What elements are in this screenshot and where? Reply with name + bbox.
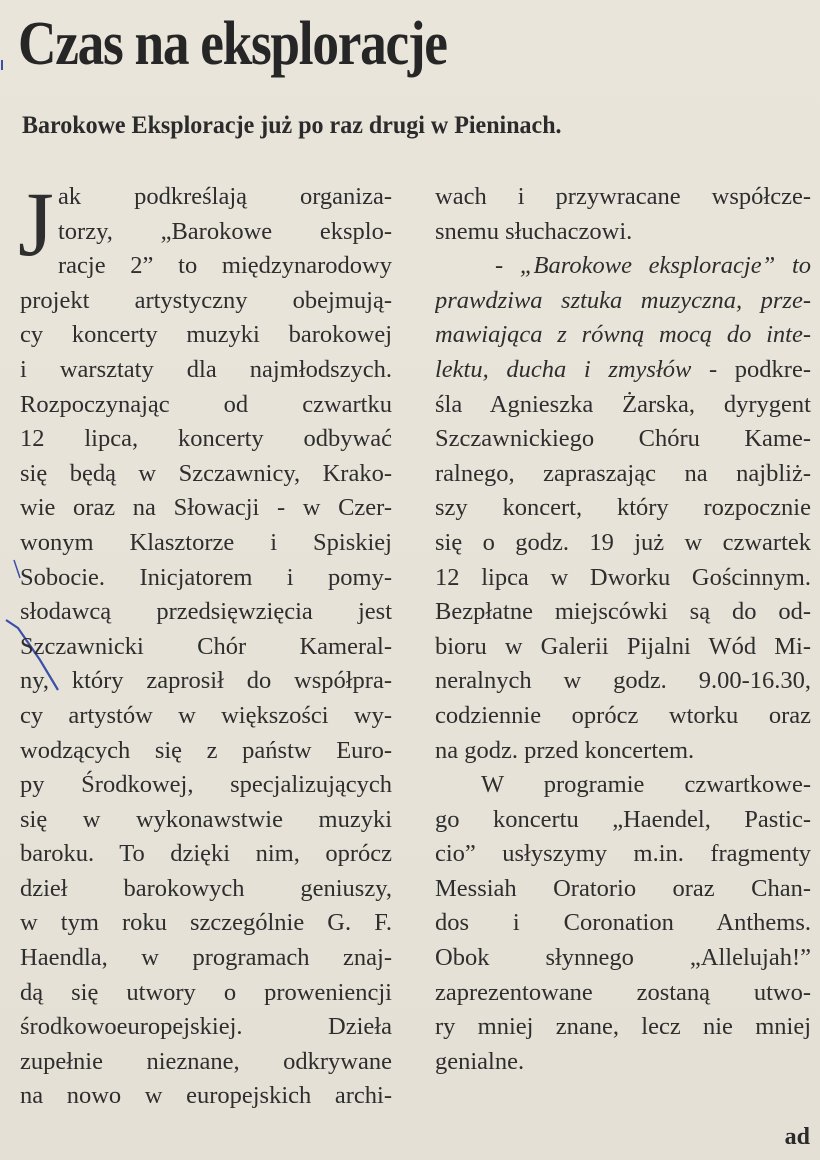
text-line: środkowoeuropejskiej. Dzieła: [20, 1013, 392, 1041]
text-line: 12 lipca w Dworku Gościnnym.: [435, 563, 811, 591]
right-column: [435, 180, 811, 1079]
text-line: go koncertu „Haendel, Pastic-: [435, 805, 811, 833]
text-line: ralnego, zapraszając na najbliż-: [435, 459, 811, 487]
article-headline: Czas na eksploracje: [18, 10, 447, 78]
text-line: zaprezentowane zostaną utwo-: [435, 978, 811, 1006]
text-line: baroku. To dzięki nim, oprócz: [20, 840, 392, 868]
text-line: wach i przywracane współcze-: [435, 183, 811, 210]
text-line: i warsztaty dla najmłodszych.: [20, 355, 392, 383]
text-line: dzieł barokowych geniuszy,: [20, 874, 392, 902]
text-line: wodzących się z państw Euro-: [20, 736, 392, 764]
text-line: zupełnie nieznane, odkrywane: [20, 1047, 392, 1075]
text-fragment: - podkre-: [691, 355, 811, 383]
text-line: Obok słynnego „Allelujah!”: [435, 944, 811, 972]
text-line: się będą w Szczawnicy, Krako-: [20, 459, 392, 487]
text-line: Szczawnickiego Chóru Kame-: [435, 425, 811, 453]
text-line: wie oraz na Słowacji - w Czer-: [20, 494, 392, 522]
text-line: się o godz. 19 już w czwartek: [435, 528, 811, 556]
text-line: wonym Klasztorze i Spiskiej: [20, 528, 392, 556]
text-line: cy koncerty muzyki barokowej: [20, 321, 392, 349]
text-line: cio” usłyszymy m.in. fragmenty: [435, 840, 811, 868]
text-line: mawiająca z równą mocą do inte-: [435, 321, 811, 349]
text-line: snemu słuchaczowi.: [435, 217, 633, 245]
text-line: szy koncert, który rozpocznie: [435, 494, 811, 522]
text-line: cy artystów w większości wy-: [20, 701, 392, 729]
quote-fragment: lektu, ducha i zmysłów: [435, 355, 692, 383]
text-line: genialne.: [435, 1047, 525, 1075]
text-line: 12 lipca, koncerty odbywać: [20, 425, 392, 453]
text-line: na nowo w europejskich archi-: [20, 1082, 392, 1110]
text-line: py Środkowej, specjalizujących: [20, 771, 392, 799]
text-line: Haendla, w programach znaj-: [20, 944, 392, 972]
text-line: projekt artystyczny obejmują-: [20, 286, 392, 314]
text-line: W programie czwartkowe-: [481, 771, 811, 799]
article-subheadline: Barokowe Eksploracje już po raz drugi w Pieninach.: [22, 112, 562, 139]
text-line: neralnych w godz. 9.00-16.30,: [435, 667, 811, 695]
text-line: Sobocie. Inicjatorem i pomy-: [20, 563, 392, 591]
text-line: Messiah Oratorio oraz Chan-: [435, 874, 811, 902]
text-line: [435, 353, 811, 388]
left-column: [18, 173, 392, 1114]
text-line: codziennie oprócz wtorku oraz: [435, 701, 811, 729]
text-line: torzy, „Barokowe eksplo-: [58, 217, 392, 245]
text-line: dos i Coronation Anthems.: [435, 909, 811, 937]
text-line: Szczawnicki Chór Kameral-: [20, 632, 392, 660]
drop-cap: J: [18, 173, 54, 275]
text-line: śla Agnieszka Żarska, dyrygent: [435, 390, 811, 418]
text-line: się w wykonawstwie muzyki: [20, 805, 392, 833]
text-line: prawdziwa sztuka muzyczna, prze-: [435, 286, 811, 314]
text-line: - „Barokowe eksploracje” to: [495, 252, 811, 280]
text-line: racje 2” to międzynarodowy: [58, 252, 392, 280]
text-line: ry mniej znane, lecz nie mniej: [435, 1013, 811, 1041]
text-line: bioru w Galerii Pijalni Wód Mi-: [435, 632, 811, 660]
text-line: ny, który zaprosił do współpra-: [20, 667, 392, 695]
text-line: słodawcą przedsięwzięcia jest: [20, 598, 392, 626]
text-line: na godz. przed koncertem.: [435, 736, 695, 764]
text-line: Bezpłatne miejscówki są do od-: [435, 598, 811, 626]
text-line: ak podkreślają organiza-: [58, 183, 392, 210]
author-signoff: ad: [784, 1124, 810, 1150]
text-line: dą się utwory o proweniencji: [20, 978, 392, 1006]
text-line: Rozpoczynając od czwartku: [20, 390, 392, 418]
text-line: w tym roku szczególnie G. F.: [20, 909, 392, 937]
